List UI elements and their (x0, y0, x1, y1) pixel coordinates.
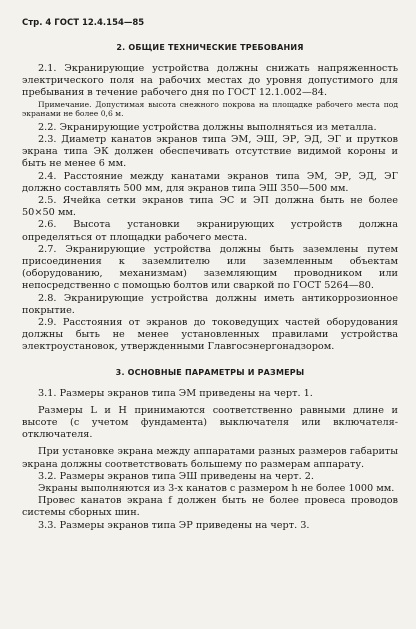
paragraph-2-7: 2.7. Экранирующие устройства должны быть заземлены путем присоединения к заземлителю или заземленным объектам (оборудованию, механизмам) заземляющим проводником или непосредственно с помощью болтов или сваркой по ГОСТ 5264—80. (22, 243, 398, 292)
paragraph-2-1: 2.1. Экранирующие устройства должны снижать напряженность электрического поля на рабочих местах до уровня допустимого для пребывания в течение рабочего дня по ГОСТ 12.1.002—84. (22, 63, 398, 99)
note: Примечание. Допустимая высота снежного покрова на площадке рабочего места под экранами не более 0,6 м. (22, 99, 398, 119)
paragraph-2-5: 2.5. Ячейка сетки экранов типа ЭС и ЭП должна быть не более 50×50 мм. (22, 195, 398, 219)
paragraph-2-6: 2.6. Высота установки экранирующих устройств должна определяться от площадки рабочего места. (22, 219, 398, 243)
paragraph-3-1-dims: Размеры L и H принимаются соответственно равными длине и высоте (с учетом фундамента) выключателя или включателя-отключателя. (22, 404, 398, 441)
paragraph-2-3: 2.3. Диаметр канатов экранов типа ЭМ, ЭШ, ЭР, ЭД, ЭГ и прутков экрана типа ЭК должен обеспечивать отсутствие видимой короны и быть не менее 6 мм. (22, 134, 398, 170)
section-3-title: 3. ОСНОВНЫЕ ПАРАМЕТРЫ И РАЗМЕРЫ (115, 367, 305, 377)
paragraph-3-2: 3.2. Размеры экранов типа ЭШ приведены на черт. 2. (38, 470, 315, 482)
paragraph-3-2-cables: Экраны выполняются из 3-х канатов с размером h не более 1000 мм. (38, 483, 395, 495)
paragraph-3-2-sag: Провес канатов экрана f должен быть не более провеса проводов системы сборных шин. (22, 495, 398, 519)
paragraph-3-3: 3.3. Размеры экранов типа ЭР приведены на черт. 3. (38, 519, 310, 531)
page-header: Стр. 4 ГОСТ 12.4.154—85 (22, 18, 145, 28)
paragraph-3-1-install: При установке экрана между аппаратами разных размеров габариты экрана должны соответствовать большему по размерам аппарату. (22, 446, 398, 470)
paragraph-2-9: 2.9. Расстояния от экранов до токоведущих частей оборудования должны быть не менее установленных правилами устройства электроустановок, утвержденными Главгосэнергонадзором. (22, 317, 398, 353)
paragraph-3-1: 3.1. Размеры экранов типа ЭМ приведены на черт. 1. (38, 387, 313, 399)
paragraph-2-8: 2.8. Экранирующие устройства должны иметь антикоррозионное покрытие. (22, 292, 398, 316)
paragraph-2-4: 2.4. Расстояние между канатами экранов типа ЭМ, ЭР, ЭД, ЭГ должно составлять 500 мм, для экранов типа ЭШ 350—500 мм. (22, 170, 398, 194)
paragraph-2-2: 2.2. Экранирующие устройства должны выполняться из металла. (38, 121, 377, 133)
section-2-title: 2. ОБЩИЕ ТЕХНИЧЕСКИЕ ТРЕБОВАНИЯ (116, 43, 304, 52)
